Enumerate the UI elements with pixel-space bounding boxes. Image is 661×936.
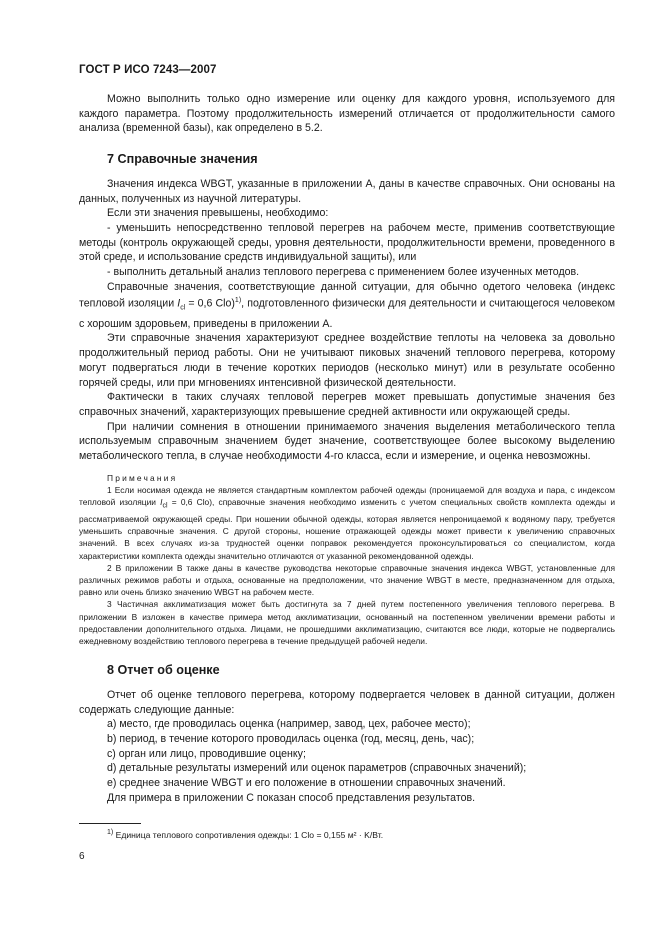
note-item: 1 Если носимая одежда не является стандартным комплектом рабочей одежды (проницаемой для воздуха и пара, с индексом тепловой изоляции $I_{cl} = 0,6$ Clo), справочные значения необходимо изменить с учетом специальных свойств комплекта одежды и рассматриваемой окружающей среды. При ношении обычной одежды, которая является непроницаемой к водяному пару, требуется уменьшить справочные значения. С другой стороны, ношение отражающей одежды может привести к увеличению справочных значений. В всех случаях из-за трудностей оценки поправок рекомендуется проконсультироваться со специалистом, когда характеристики комплекта одежды значительно отличаются от указанной рекомендованной одежды.	[79, 484, 616, 561]
page-body	[79, 92, 615, 805]
notes-heading: Примечания	[107, 472, 178, 483]
section-7-list-item: - уменьшить непосредственно тепловой перегрев на рабочем месте, применив соответствующие методы (контроль окружающей среды, уровня деятельности, продолжительности времени, проведенного в этой среде, и использование средств индивидуальной защиты), или	[79, 221, 615, 264]
footnote: $^{1)}$ Единица теплового сопротивления одежды: 1 Clo = 0,155 м² · K/Вт.	[107, 829, 384, 840]
note-item: 2 В приложении В также даны в качестве руководства некоторые справочные значения индекса WBGT, установленные для различных режимов работы и отдыха, основанные на предположении, что значение WBGT в месте, предназначенном для отдыха, равно или очень близко значению WBGT на рабочем месте.	[79, 562, 615, 598]
document-header: ГОСТ Р ИСО 7243—2007	[79, 64, 217, 76]
intro-paragraph: Можно выполнить только одно измерение или оценку для каждого уровня, используемого для каждого параметра. Поэтому продолжительность измерений отличается от продолжительности самого анализа (временной базы), как определено в 5.2.	[79, 93, 615, 135]
page-number: 6	[79, 851, 85, 862]
section-8-paragraph: Отчет об оценке теплового перегрева, которому подвергается человек в данной ситуации, должен содержать следующие данные:	[79, 688, 615, 716]
section-7-paragraph: Эти справочные значения характеризуют среднее воздействие теплоты на человека за довольно продолжительный период работы. Они не учитывают пиковых значений теплового перегрева, которому могут подвергаться люди в течение коротких периодов (несколько минут) или в результате особенно горячей среды, или при мгновениях интенсивной физической деятельности.	[79, 332, 615, 389]
section-7-title: 7 Справочные значения	[107, 152, 258, 167]
footnote-reference: 1)	[234, 297, 242, 305]
footnote-divider	[79, 823, 141, 824]
section-8-list-item: а) место, где проводилась оценка (например, завод, цех, рабочее место);	[107, 718, 471, 731]
section-7-paragraph: При наличии сомнения в отношении принимаемого значения выделения метаболического тепла используемым справочным значением будет значение, соответствующее более высокому выделению метаболического тепла, в случае необходимости 4-го класса, если и измерение, и оценка невозможны.	[79, 420, 615, 463]
section-8-list-item: d) детальные результаты измерений или оценок параметров (справочных значений);	[107, 762, 527, 775]
section-7-paragraph: Фактически в таких случаях тепловой перегрев может превышать допустимые значения без справочных значений, характеризующих превышение средней активности или окружающей среды.	[79, 391, 615, 418]
section-7-list-item: - выполнить детальный анализ теплового перегрева с применением более изученных методов.	[107, 266, 580, 279]
section-8-list-item: c) орган или лицо, проводившие оценку;	[107, 747, 306, 760]
section-8-paragraph: Для примера в приложении С показан способ представления результатов.	[107, 791, 476, 804]
section-8-list-item: e) среднее значение WBGT и его положение в отношении справочных значений.	[107, 777, 506, 790]
section-7-paragraph: Справочные значения, соответствующие данной ситуации, для обычно одетого человека (индекс тепловой изоляции $I_{cl} = 0,6$ Clo)$^{1)}$, подготовленного физически для деятельности и считающегося человеком с хорошим здоровьем, приведены в приложении А.	[79, 280, 616, 330]
section-8-title: 8 Отчет об оценке	[107, 663, 220, 678]
section-7-paragraph: Если эти значения превышены, необходимо:	[107, 207, 329, 220]
note-item: 3 Частичная акклиматизация может быть достигнута за 7 дней путем постепенного увеличения теплового перегрева. В приложении В изложен в качестве примера метод акклиматизации, основанный на постепенном увеличении времени работы и предоставлении дополнительного отдыха. Лицами, не прошедшими акклиматизацию, считаются все люди, которые не подвергались ежедневному воздействию теплового перегрева в течение предыдущей рабочей недели.	[79, 599, 615, 646]
section-8-list-item: b) период, в течение которого проводилась оценка (год, месяц, день, час);	[107, 732, 475, 745]
section-7-paragraph: Значения индекса WBGT, указанные в приложении А, даны в качестве справочных. Они основаны на данных, полученных из научной литературы.	[79, 177, 615, 205]
